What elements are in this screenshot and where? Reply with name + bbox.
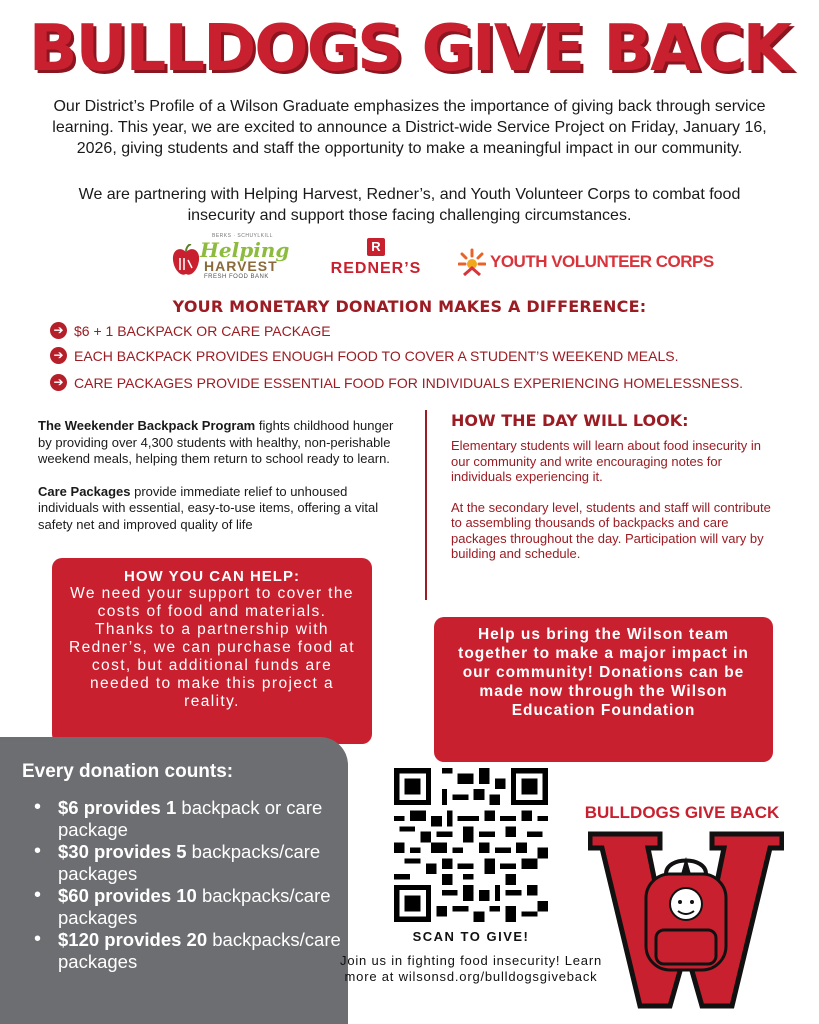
bullet-text: CARE PACKAGES PROVIDE ESSENTIAL FOOD FOR INDIVIDUALS EXPERIENCING HOMELESSNESS.: [74, 374, 744, 391]
helping-harvest-logo: [172, 233, 290, 284]
logo-label: BULLDOGS GIVE BACK: [584, 803, 780, 822]
care-text: provide immediate relief to unhoused individuals with essential, easy-to-use items, offering a vital safety net and improved quality of life: [38, 483, 379, 532]
list-item: [22, 929, 348, 972]
scan-label: SCAN TO GIVE!: [412, 929, 530, 944]
programs-column: [38, 418, 398, 549]
list-item: [22, 841, 348, 884]
qr-code[interactable]: [394, 768, 548, 922]
redners-logo: [326, 238, 426, 284]
apple-icon: [172, 244, 200, 278]
backpack-icon: [646, 861, 726, 971]
list-item: [50, 322, 331, 339]
partner-logos: [0, 234, 819, 284]
hh-script: Helping: [200, 238, 290, 262]
day-heading: HOW THE DAY WILL LOOK:: [451, 411, 689, 430]
weekender-title: The Weekender Backpack Program: [38, 418, 256, 433]
arrow-right-icon: ➔: [50, 374, 67, 391]
list-item: [50, 374, 743, 391]
list-item: [50, 347, 678, 364]
tier-amount: $60 provides 10: [58, 885, 197, 906]
sunburst-icon: [458, 248, 486, 276]
donation-heading: YOUR MONETARY DONATION MAKES A DIFFERENCE:: [172, 297, 647, 316]
donation-tiers-title: Every donation counts:: [22, 761, 234, 782]
tier-amount: $30 provides 5: [58, 841, 187, 862]
column-divider: [425, 410, 427, 600]
arrow-right-icon: ➔: [50, 347, 67, 364]
donation-tiers-box: [0, 737, 348, 1024]
wilson-w-logo: [588, 826, 784, 1014]
tier-rest: backpack or care package: [58, 797, 323, 840]
list-item: [22, 885, 348, 928]
join-us-text: Join us in fighting food insecurity! Learn more at wilsonsd.org/bulldogsgiveback: [340, 953, 602, 984]
partner-paragraph: We are partnering with Helping Harvest, Redner’s, and Youth Volunteer Corps to combat food insecurity and support those facing challenging circumstances.: [78, 186, 741, 224]
weekender-paragraph: [38, 418, 398, 468]
wilson-foundation-box: Help us bring the Wilson team together to make a major impact in our community! Donations can be made now through the Wilson Education Foundation: [434, 617, 773, 762]
day-column: [451, 411, 781, 577]
day-secondary: At the secondary level, students and staff will contribute to assembling thousands of backpacks and care packages throughout the day. Participation will vary by building and schedule.: [451, 499, 771, 561]
care-title: Care Packages: [38, 483, 131, 499]
day-elementary: Elementary students will learn about food insecurity in our community and write encouraging notes for individuals experiencing it.: [451, 438, 761, 484]
arrow-right-icon: ➔: [50, 322, 67, 339]
page-title: BULLDOGS GIVE BACK: [28, 12, 791, 86]
care-paragraph: [38, 484, 398, 534]
intro-paragraph: Our District’s Profile of a Wilson Graduate emphasizes the importance of giving back through service learning. This year, we are excited to announce a District-wide Service Project on Friday, January 16, 2026, giving students and staff the opportunity to make a meaningful impact in our community.: [52, 98, 767, 157]
yvc-word: YOUTH VOLUNTEER CORPS: [490, 252, 714, 271]
tier-rest: backpacks/care packages: [58, 885, 331, 928]
donation-tier-list: [22, 797, 348, 972]
tier-rest: backpacks/care packages: [58, 929, 341, 972]
tier-amount: $6 provides 1: [58, 797, 177, 818]
bullet-text: EACH BACKPACK PROVIDES ENOUGH FOOD TO COVER A STUDENT’S WEEKEND MEALS.: [74, 347, 679, 364]
bullet-text: $6 + 1 BACKPACK OR CARE PACKAGE: [74, 322, 331, 339]
redners-mark: R: [367, 238, 385, 256]
help-title: HOW YOU CAN HELP:: [124, 568, 300, 585]
list-item: [22, 797, 348, 840]
tier-amount: $120 provides 20: [58, 929, 208, 950]
hh-region: BERKS · SCHUYLKILL: [212, 233, 273, 239]
hh-word: HARVEST: [204, 258, 278, 274]
redners-word: REDNER’S: [330, 260, 422, 277]
tier-rest: backpacks/care packages: [58, 841, 321, 884]
how-you-can-help-box: [52, 558, 372, 744]
help-body: We need your support to cover the costs of food and materials. Thanks to a partnership with Redner’s, we can purchase food at cost, but additional funds are needed to make this project a reality.: [68, 585, 356, 710]
weekender-text: fights childhood hunger by providing over 4,300 students with healthy, non-perishable weekend meals, helping them return to school ready to learn.: [38, 418, 394, 466]
hh-sub: FRESH FOOD BANK: [204, 274, 269, 280]
